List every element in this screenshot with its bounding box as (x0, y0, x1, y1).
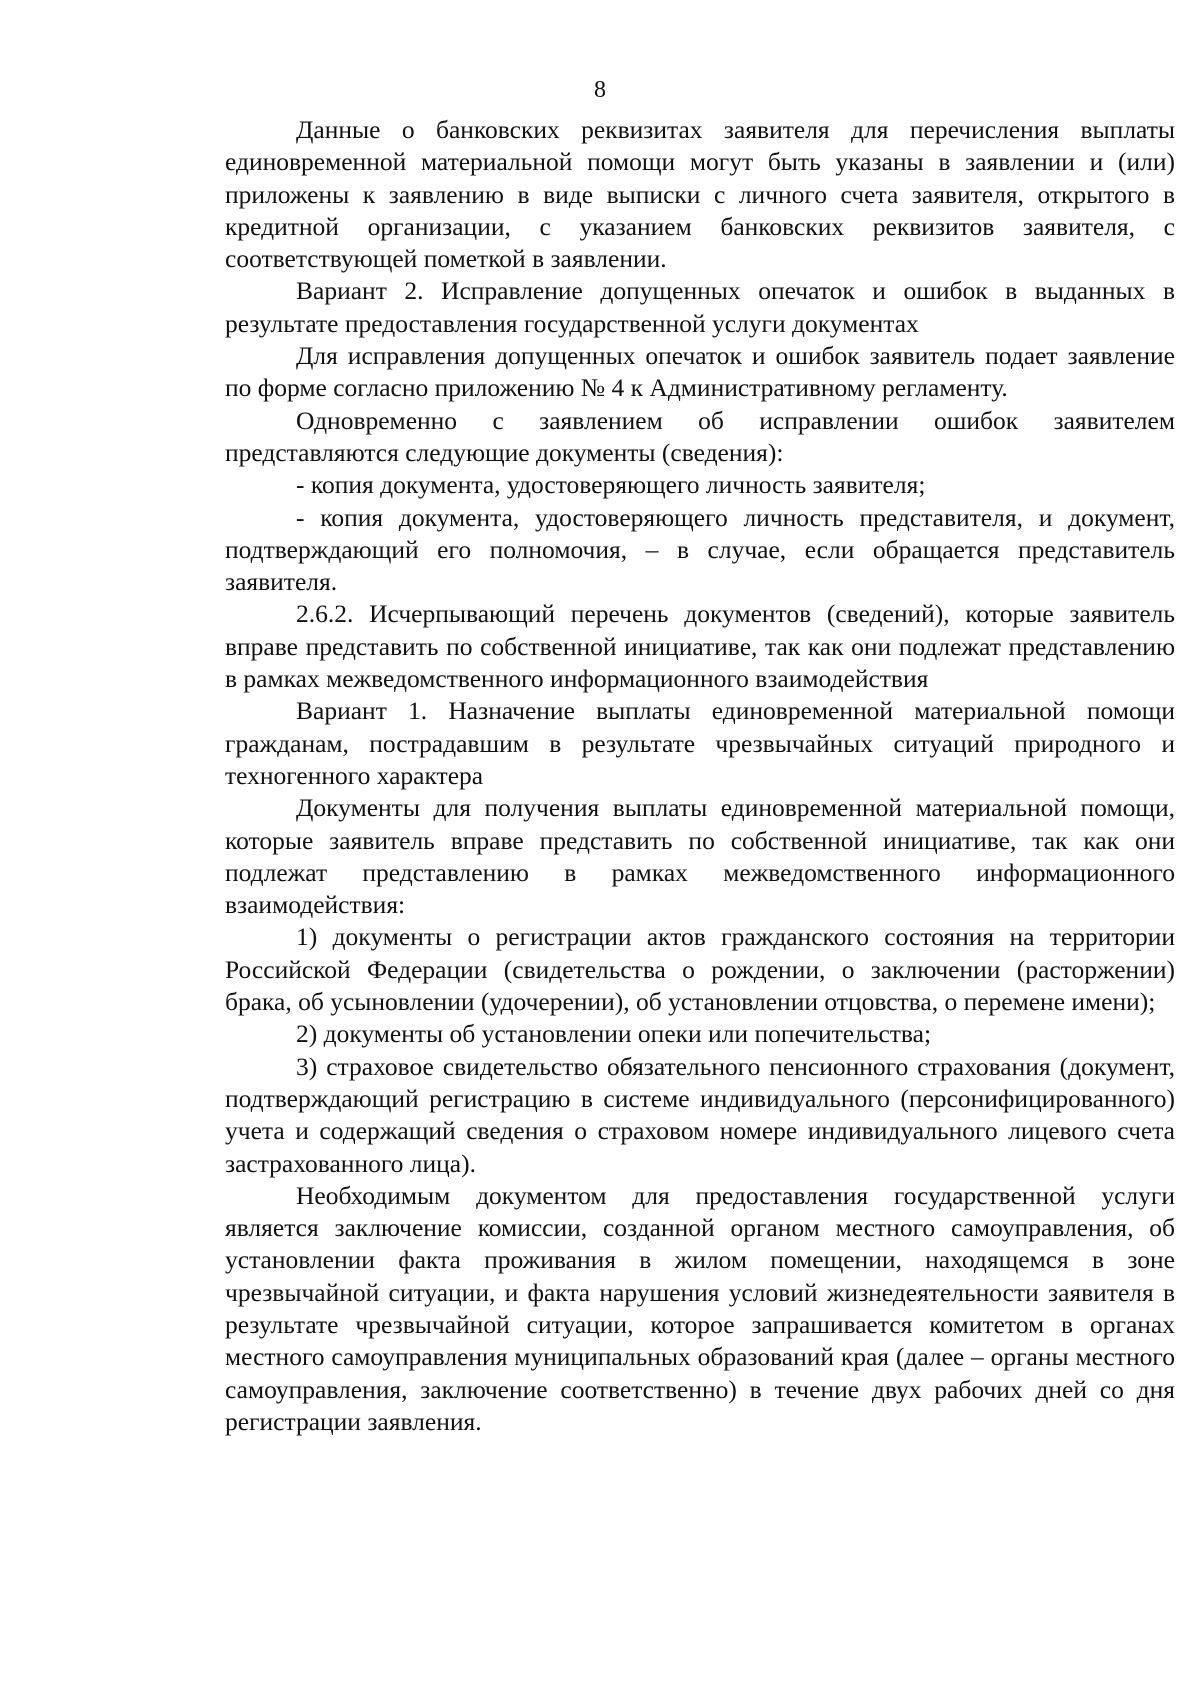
paragraph-commission-conclusion: Необходимым документом для предоставления государственной услуги является заключение комиссии, созданной органом местного самоуправления, об установлении факта проживания в жилом помещении, находящемся в зоне чрезвычайной ситуации, и факта нарушения условий жизнедеятельности заявителя в результате чрезвычайной ситуации, которое запрашивается комитетом в органах местного самоуправления муниципальных образований края (далее – органы местного самоуправления, заключение соответственно) в течение двух рабочих дней со дня регистрации заявления. (225, 1180, 1175, 1436)
paragraph-section-2-6-2: 2.6.2. Исчерпывающий перечень документов (сведений), которые заявитель вправе представить по собственной инициативе, так как они подлежат представлению в рамках межведомственного информационного взаимодействия (225, 599, 1175, 694)
list-item-civil-status-records: 1) документы о регистрации актов гражданского состояния на территории Российской Федерации (свидетельства о рождении, о заключении (расторжении) брака, об усыновлении (удочерении), об установлении отцовства, о перемене имени); (225, 922, 1175, 1017)
paragraph-correction-application: Для исправления допущенных опечаток и ошибок заявитель подает заявление по форме согласно приложению № 4 к Административному регламенту. (225, 341, 1175, 403)
list-item-representative-id-copy: - копия документа, удостоверяющего личность представителя, и документ, подтверждающий его полномочия, – в случае, если обращается представитель заявителя. (225, 502, 1175, 597)
list-item-guardianship-documents: 2) документы об установлении опеки или попечительства; (296, 1019, 932, 1049)
list-item-applicant-id-copy: - копия документа, удостоверяющего личность заявителя; (296, 470, 926, 500)
paragraph-documents-submitted: Одновременно с заявлением об исправлении ошибок заявителем представляются следующие документы (сведения): (225, 405, 1175, 467)
paragraph-optional-documents: Документы для получения выплаты единовременной материальной помощи, которые заявитель вправе представить по собственной инициативе, так как они подлежат представлению в рамках межведомственного информационного взаимодействия: (225, 793, 1175, 920)
paragraph-variant-2-heading: Вариант 2. Исправление допущенных опечаток и ошибок в выданных в результате предоставления государственной услуги документах (225, 276, 1175, 338)
document-body (225, 114, 1175, 1438)
list-item-pension-insurance-certificate: 3) страховое свидетельство обязательного пенсионного страхования (документ, подтверждающий регистрацию в системе индивидуального (персонифицированного) учета и содержащий сведения о страховом номере индивидуального лицевого счета застрахованного лица). (225, 1051, 1175, 1178)
paragraph-variant-1-heading: Вариант 1. Назначение выплаты единовременной материальной помощи гражданам, пострадавшим в результате чрезвычайных ситуаций природного и техногенного характера (225, 696, 1175, 790)
paragraph-bank-details: Данные о банковских реквизитах заявителя для перечисления выплаты единовременной материальной помощи могут быть указаны в заявлении и (или) приложены к заявлению в виде выписки с личного счета заявителя, открытого в кредитной организации, с указанием банковских реквизитов заявителя, с соответствующей пометкой в заявлении. (225, 115, 1175, 274)
page-number: 8 (594, 77, 606, 103)
